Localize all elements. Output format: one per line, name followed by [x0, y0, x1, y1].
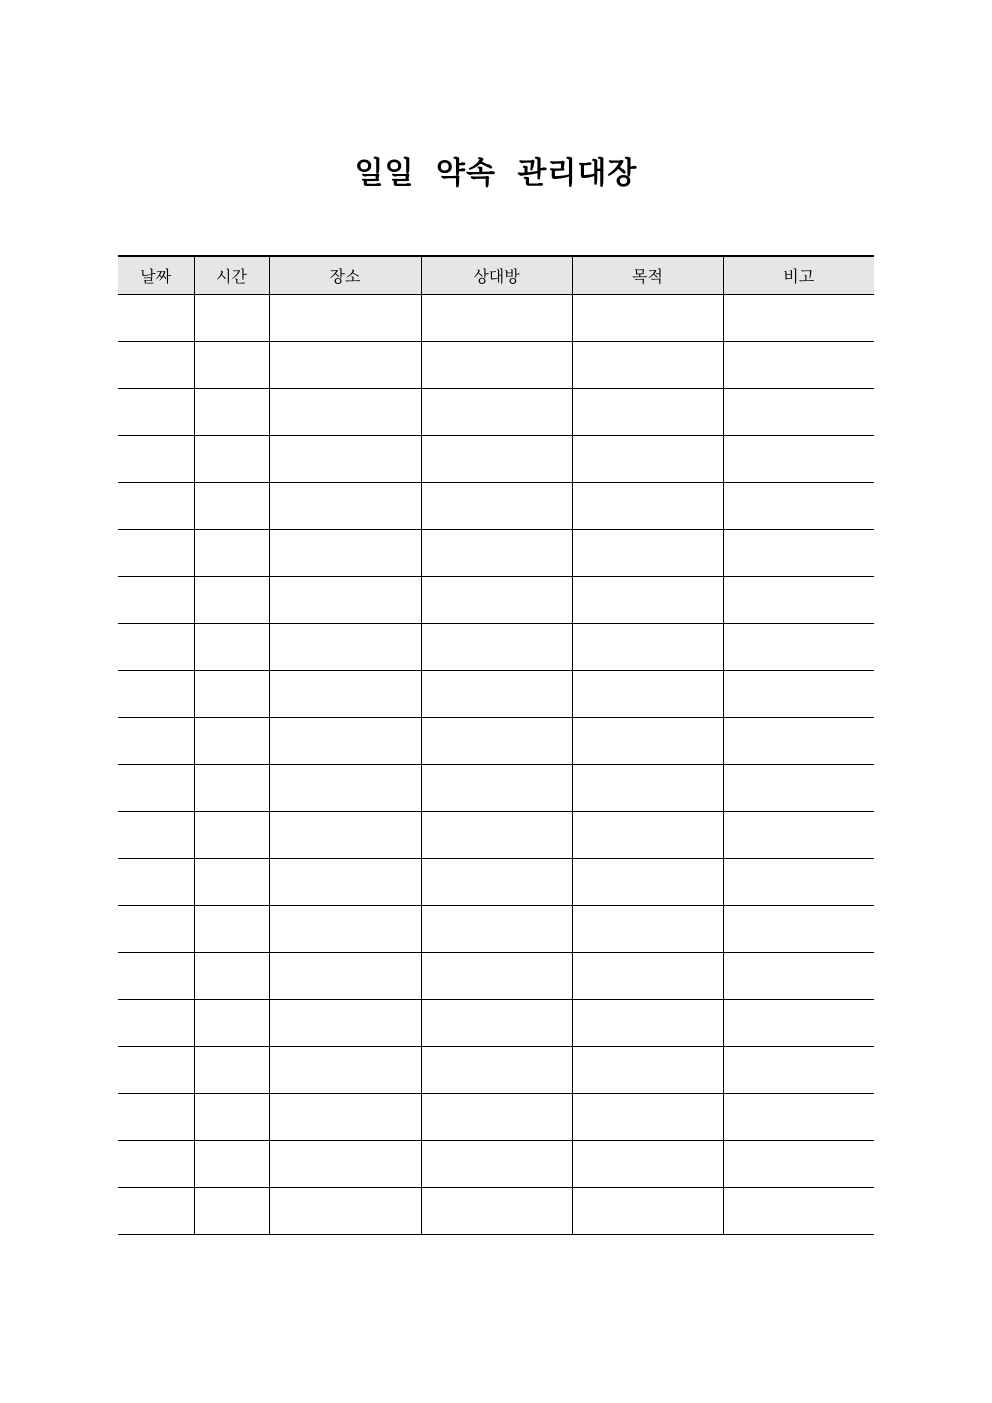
cell-date[interactable]	[118, 1141, 194, 1188]
cell-date[interactable]	[118, 436, 194, 483]
cell-purpose[interactable]	[572, 953, 723, 1000]
cell-counterpart[interactable]	[421, 624, 572, 671]
cell-place[interactable]	[269, 530, 421, 577]
cell-date[interactable]	[118, 530, 194, 577]
cell-counterpart[interactable]	[421, 671, 572, 718]
cell-purpose[interactable]	[572, 577, 723, 624]
cell-date[interactable]	[118, 1047, 194, 1094]
cell-time[interactable]	[194, 1094, 269, 1141]
column-header-purpose: 목적	[572, 256, 723, 295]
column-header-date: 날짜	[118, 256, 194, 295]
cell-place[interactable]	[269, 1094, 421, 1141]
cell-remarks[interactable]	[723, 1000, 874, 1047]
cell-remarks[interactable]	[723, 953, 874, 1000]
cell-purpose[interactable]	[572, 859, 723, 906]
cell-date[interactable]	[118, 906, 194, 953]
table-row	[118, 1188, 874, 1235]
column-header-time: 시간	[194, 256, 269, 295]
table-row	[118, 718, 874, 765]
table-row	[118, 812, 874, 859]
cell-counterpart[interactable]	[421, 342, 572, 389]
table-row	[118, 671, 874, 718]
cell-counterpart[interactable]	[421, 1188, 572, 1235]
cell-purpose[interactable]	[572, 1094, 723, 1141]
cell-purpose[interactable]	[572, 295, 723, 342]
cell-time[interactable]	[194, 577, 269, 624]
table-row	[118, 483, 874, 530]
cell-time[interactable]	[194, 765, 269, 812]
cell-place[interactable]	[269, 436, 421, 483]
cell-date[interactable]	[118, 483, 194, 530]
cell-counterpart[interactable]	[421, 906, 572, 953]
table-row	[118, 530, 874, 577]
cell-remarks[interactable]	[723, 530, 874, 577]
table-row	[118, 624, 874, 671]
table-row	[118, 295, 874, 342]
cell-date[interactable]	[118, 577, 194, 624]
cell-time[interactable]	[194, 295, 269, 342]
cell-purpose[interactable]	[572, 671, 723, 718]
cell-place[interactable]	[269, 1047, 421, 1094]
cell-remarks[interactable]	[723, 295, 874, 342]
cell-purpose[interactable]	[572, 483, 723, 530]
column-header-place: 장소	[269, 256, 421, 295]
document-title: 일일 약속 관리대장	[354, 156, 638, 192]
cell-place[interactable]	[269, 389, 421, 436]
cell-purpose[interactable]	[572, 389, 723, 436]
cell-remarks[interactable]	[723, 765, 874, 812]
cell-date[interactable]	[118, 953, 194, 1000]
table-row	[118, 953, 874, 1000]
cell-place[interactable]	[269, 342, 421, 389]
cell-purpose[interactable]	[572, 1141, 723, 1188]
cell-counterpart[interactable]	[421, 953, 572, 1000]
cell-time[interactable]	[194, 1000, 269, 1047]
appointment-ledger-table	[118, 255, 874, 1235]
cell-purpose[interactable]	[572, 765, 723, 812]
cell-time[interactable]	[194, 812, 269, 859]
cell-counterpart[interactable]	[421, 718, 572, 765]
header-row	[118, 256, 874, 295]
cell-date[interactable]	[118, 671, 194, 718]
cell-purpose[interactable]	[572, 718, 723, 765]
column-header-remarks: 비고	[723, 256, 874, 295]
cell-purpose[interactable]	[572, 906, 723, 953]
cell-purpose[interactable]	[572, 530, 723, 577]
cell-place[interactable]	[269, 812, 421, 859]
cell-counterpart[interactable]	[421, 577, 572, 624]
cell-purpose[interactable]	[572, 812, 723, 859]
cell-time[interactable]	[194, 718, 269, 765]
table-row	[118, 1094, 874, 1141]
cell-remarks[interactable]	[723, 483, 874, 530]
cell-time[interactable]	[194, 1141, 269, 1188]
cell-remarks[interactable]	[723, 906, 874, 953]
cell-time[interactable]	[194, 483, 269, 530]
cell-place[interactable]	[269, 1188, 421, 1235]
cell-remarks[interactable]	[723, 389, 874, 436]
cell-date[interactable]	[118, 389, 194, 436]
cell-place[interactable]	[269, 953, 421, 1000]
cell-counterpart[interactable]	[421, 1141, 572, 1188]
table-row	[118, 1047, 874, 1094]
cell-time[interactable]	[194, 624, 269, 671]
cell-remarks[interactable]	[723, 859, 874, 906]
cell-counterpart[interactable]	[421, 530, 572, 577]
cell-place[interactable]	[269, 906, 421, 953]
cell-place[interactable]	[269, 483, 421, 530]
cell-time[interactable]	[194, 389, 269, 436]
cell-place[interactable]	[269, 624, 421, 671]
cell-place[interactable]	[269, 1000, 421, 1047]
cell-place[interactable]	[269, 718, 421, 765]
cell-time[interactable]	[194, 671, 269, 718]
cell-remarks[interactable]	[723, 577, 874, 624]
cell-purpose[interactable]	[572, 436, 723, 483]
cell-counterpart[interactable]	[421, 1047, 572, 1094]
cell-counterpart[interactable]	[421, 1094, 572, 1141]
cell-counterpart[interactable]	[421, 389, 572, 436]
cell-remarks[interactable]	[723, 1094, 874, 1141]
cell-remarks[interactable]	[723, 436, 874, 483]
table-row	[118, 906, 874, 953]
cell-time[interactable]	[194, 342, 269, 389]
cell-remarks[interactable]	[723, 624, 874, 671]
cell-remarks[interactable]	[723, 671, 874, 718]
cell-time[interactable]	[194, 953, 269, 1000]
cell-date[interactable]	[118, 1188, 194, 1235]
cell-place[interactable]	[269, 1141, 421, 1188]
cell-date[interactable]	[118, 624, 194, 671]
table-row	[118, 765, 874, 812]
cell-date[interactable]	[118, 718, 194, 765]
cell-purpose[interactable]	[572, 342, 723, 389]
cell-time[interactable]	[194, 1188, 269, 1235]
cell-date[interactable]	[118, 812, 194, 859]
cell-counterpart[interactable]	[421, 1000, 572, 1047]
cell-counterpart[interactable]	[421, 295, 572, 342]
table-row	[118, 389, 874, 436]
cell-place[interactable]	[269, 859, 421, 906]
cell-date[interactable]	[118, 342, 194, 389]
cell-date[interactable]	[118, 859, 194, 906]
cell-date[interactable]	[118, 295, 194, 342]
cell-purpose[interactable]	[572, 624, 723, 671]
cell-remarks[interactable]	[723, 1188, 874, 1235]
table-row	[118, 342, 874, 389]
table-row	[118, 436, 874, 483]
cell-purpose[interactable]	[572, 1047, 723, 1094]
cell-counterpart[interactable]	[421, 765, 572, 812]
cell-counterpart[interactable]	[421, 436, 572, 483]
column-header-counterpart: 상대방	[421, 256, 572, 295]
cell-purpose[interactable]	[572, 1000, 723, 1047]
cell-date[interactable]	[118, 1000, 194, 1047]
table-row	[118, 1141, 874, 1188]
cell-date[interactable]	[118, 1094, 194, 1141]
cell-remarks[interactable]	[723, 1141, 874, 1188]
cell-remarks[interactable]	[723, 718, 874, 765]
cell-counterpart[interactable]	[421, 859, 572, 906]
cell-time[interactable]	[194, 530, 269, 577]
table-row	[118, 577, 874, 624]
cell-date[interactable]	[118, 765, 194, 812]
cell-place[interactable]	[269, 765, 421, 812]
cell-time[interactable]	[194, 859, 269, 906]
cell-place[interactable]	[269, 577, 421, 624]
cell-counterpart[interactable]	[421, 812, 572, 859]
cell-remarks[interactable]	[723, 1047, 874, 1094]
cell-counterpart[interactable]	[421, 483, 572, 530]
cell-place[interactable]	[269, 671, 421, 718]
cell-time[interactable]	[194, 906, 269, 953]
cell-remarks[interactable]	[723, 812, 874, 859]
table-row	[118, 859, 874, 906]
cell-time[interactable]	[194, 1047, 269, 1094]
cell-remarks[interactable]	[723, 342, 874, 389]
ledger-body	[118, 295, 874, 1235]
cell-purpose[interactable]	[572, 1188, 723, 1235]
cell-time[interactable]	[194, 436, 269, 483]
table-row	[118, 1000, 874, 1047]
cell-place[interactable]	[269, 295, 421, 342]
